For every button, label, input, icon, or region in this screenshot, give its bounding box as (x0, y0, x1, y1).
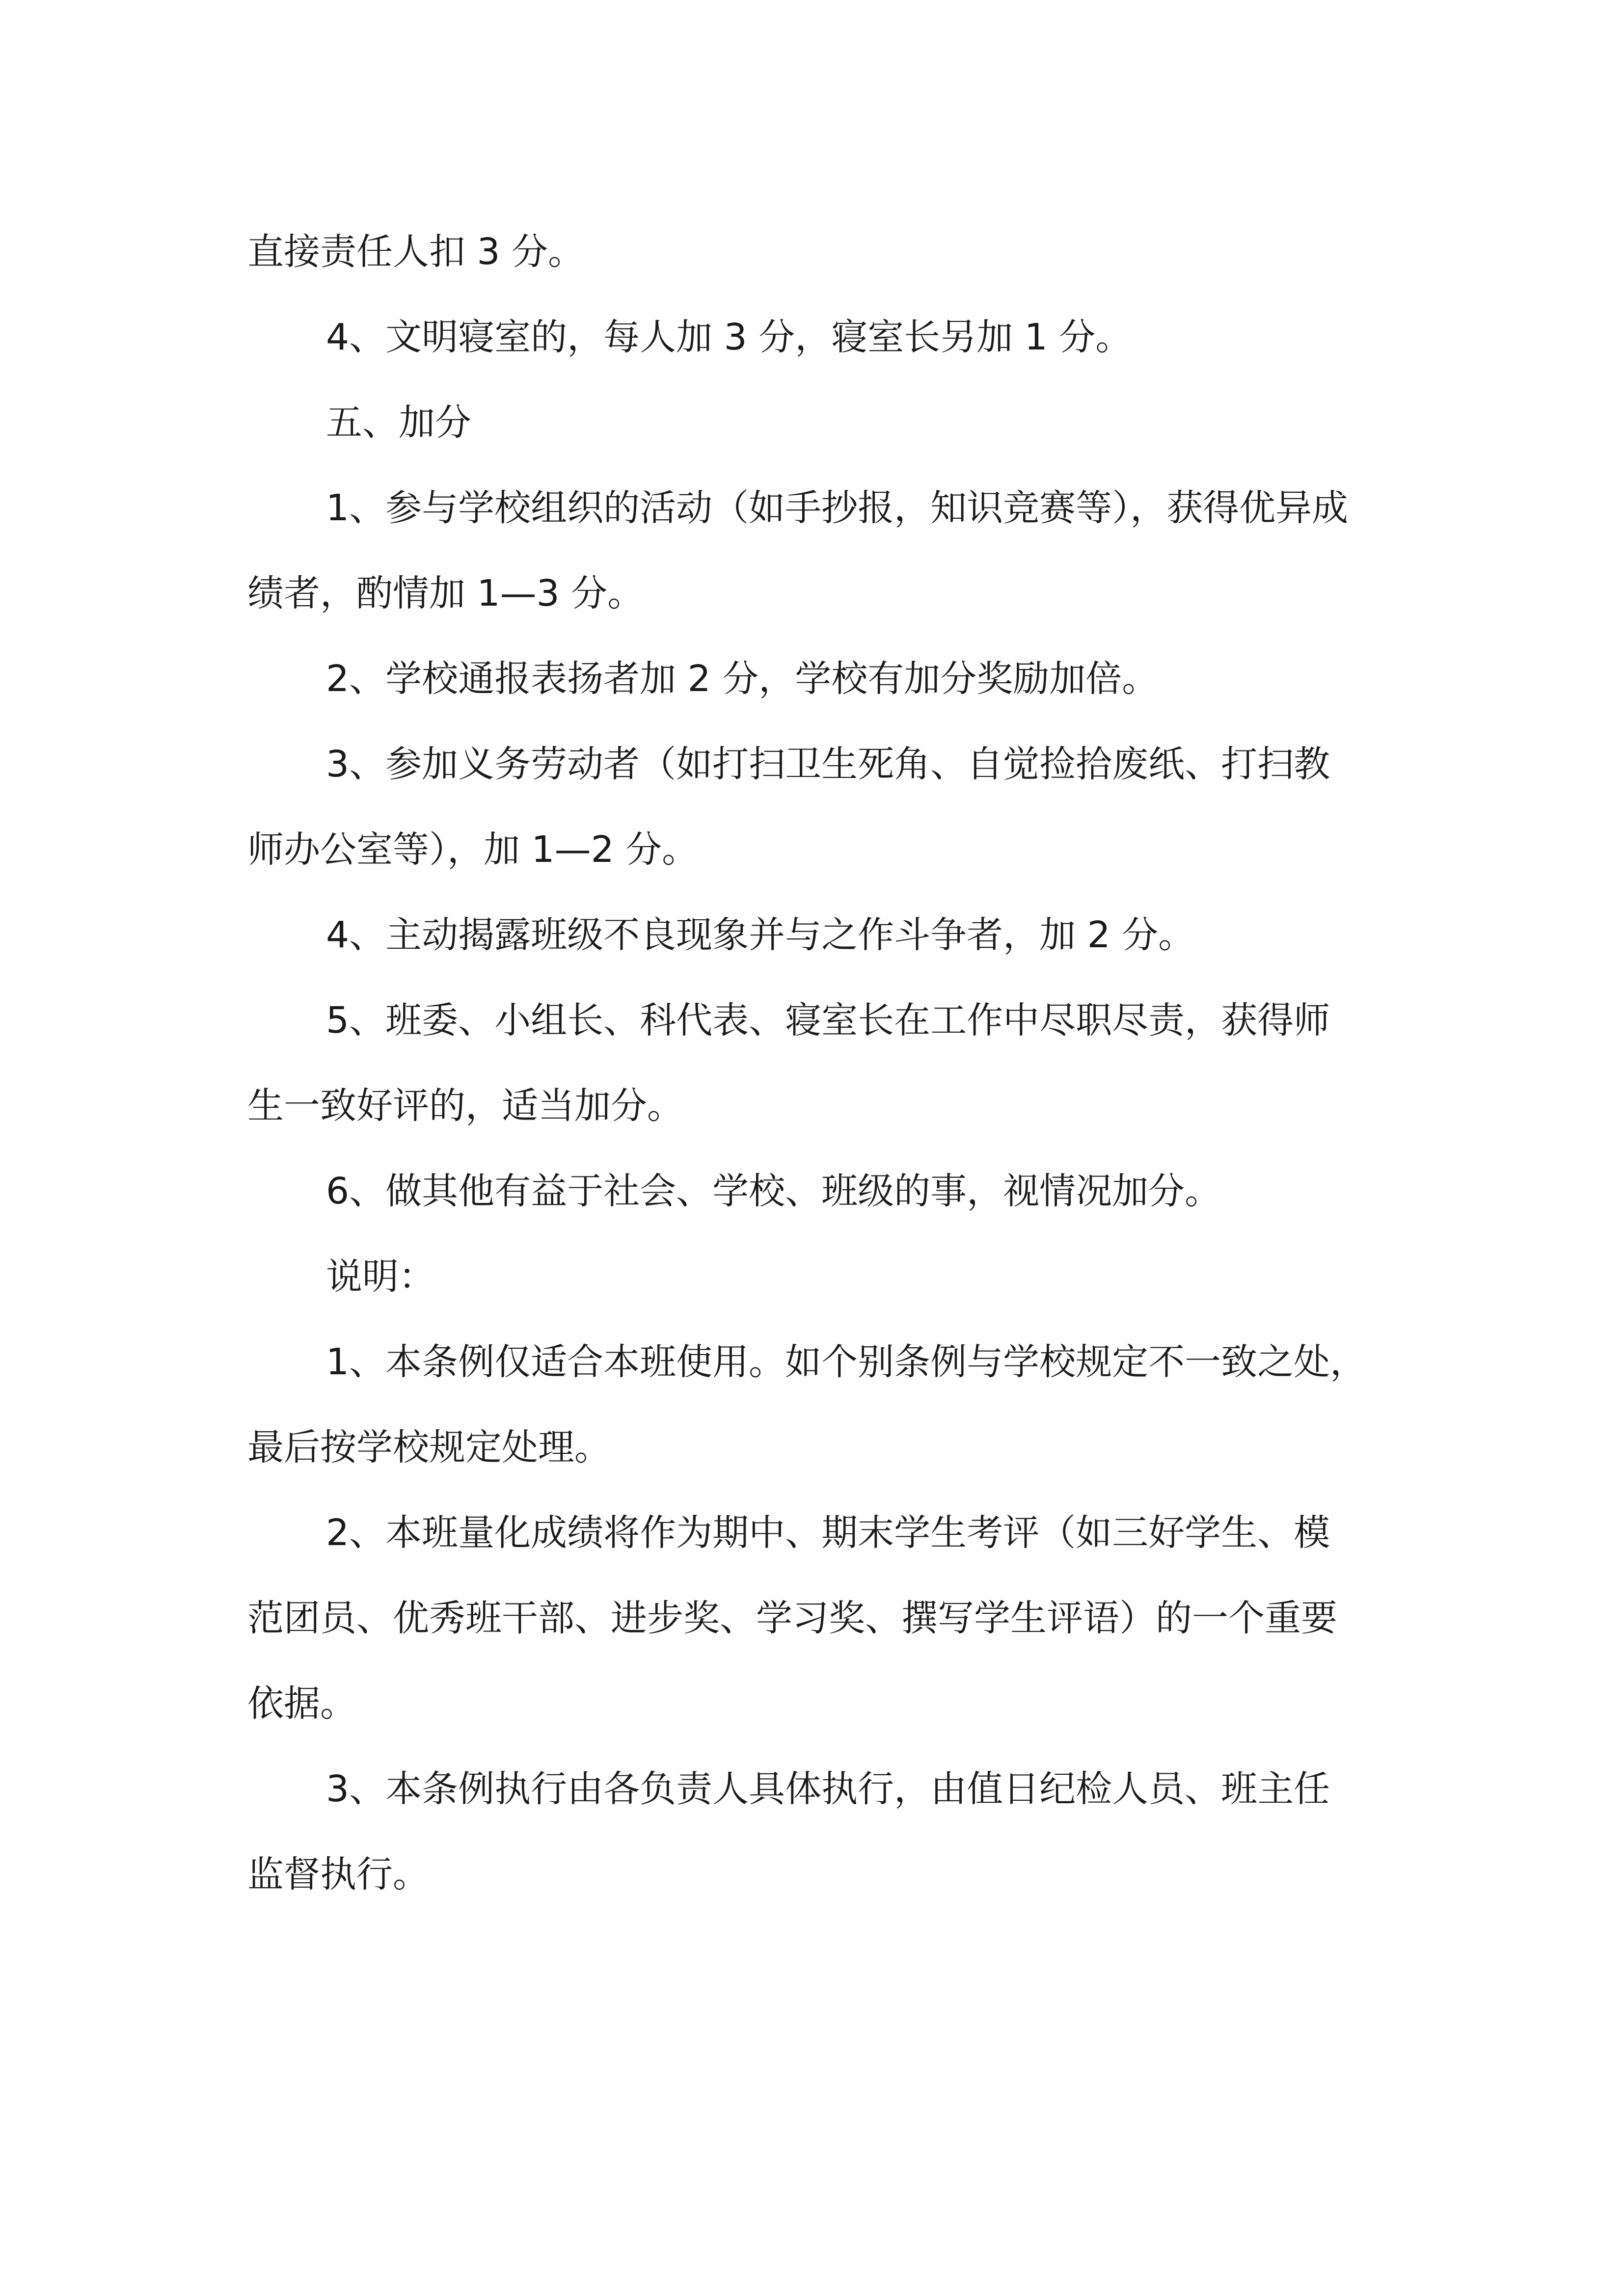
document-body (247, 209, 1391, 1917)
text-line: 说明： (326, 1255, 435, 1298)
text-line: 5、班委、小组长、科代表、寝室长在工作中尽职尽责，获得师 (326, 999, 1330, 1041)
text-line: 五、加分 (326, 401, 471, 444)
text-line: 直接责任人扣 3 分。 (247, 231, 585, 273)
text-line: 依据。 (247, 1682, 356, 1725)
text-line: 范团员、优秀班干部、进步奖、学习奖、撰写学生评语）的一个重要 (247, 1597, 1337, 1639)
text-line: 4、主动揭露班级不良现象并与之作斗争者，加 2 分。 (326, 914, 1195, 956)
text-line: 6、做其他有益于社会、学校、班级的事，视情况加分。 (326, 1170, 1221, 1212)
text-line: 1、本条例仅适合本班使用。如个别条例与学校规定不一致之处， (326, 1341, 1367, 1383)
text-line: 师办公室等），加 1—2 分。 (247, 828, 699, 871)
text-line: 2、本班量化成绩将作为期中、期末学生考评（如三好学生、模 (326, 1512, 1330, 1554)
text-line: 生一致好评的，适当加分。 (247, 1085, 683, 1127)
text-line: 绩者，酌情加 1—3 分。 (247, 572, 644, 614)
text-line: 1、参与学校组织的活动（如手抄报，知识竞赛等），获得优异成 (326, 487, 1349, 529)
text-line: 4、文明寝室的，每人加 3 分，寝室长另加 1 分。 (326, 316, 1132, 358)
text-line: 3、本条例执行由各负责人具体执行，由值日纪检人员、班主任 (326, 1768, 1330, 1810)
text-line: 3、参加义务劳动者（如打扫卫生死角、自觉捡拾废纸、打扫教 (326, 743, 1330, 785)
text-line: 监督执行。 (247, 1853, 429, 1896)
text-line: 2、学校通报表扬者加 2 分，学校有加分奖励加倍。 (326, 658, 1159, 700)
text-line: 最后按学校规定处理。 (247, 1426, 611, 1468)
